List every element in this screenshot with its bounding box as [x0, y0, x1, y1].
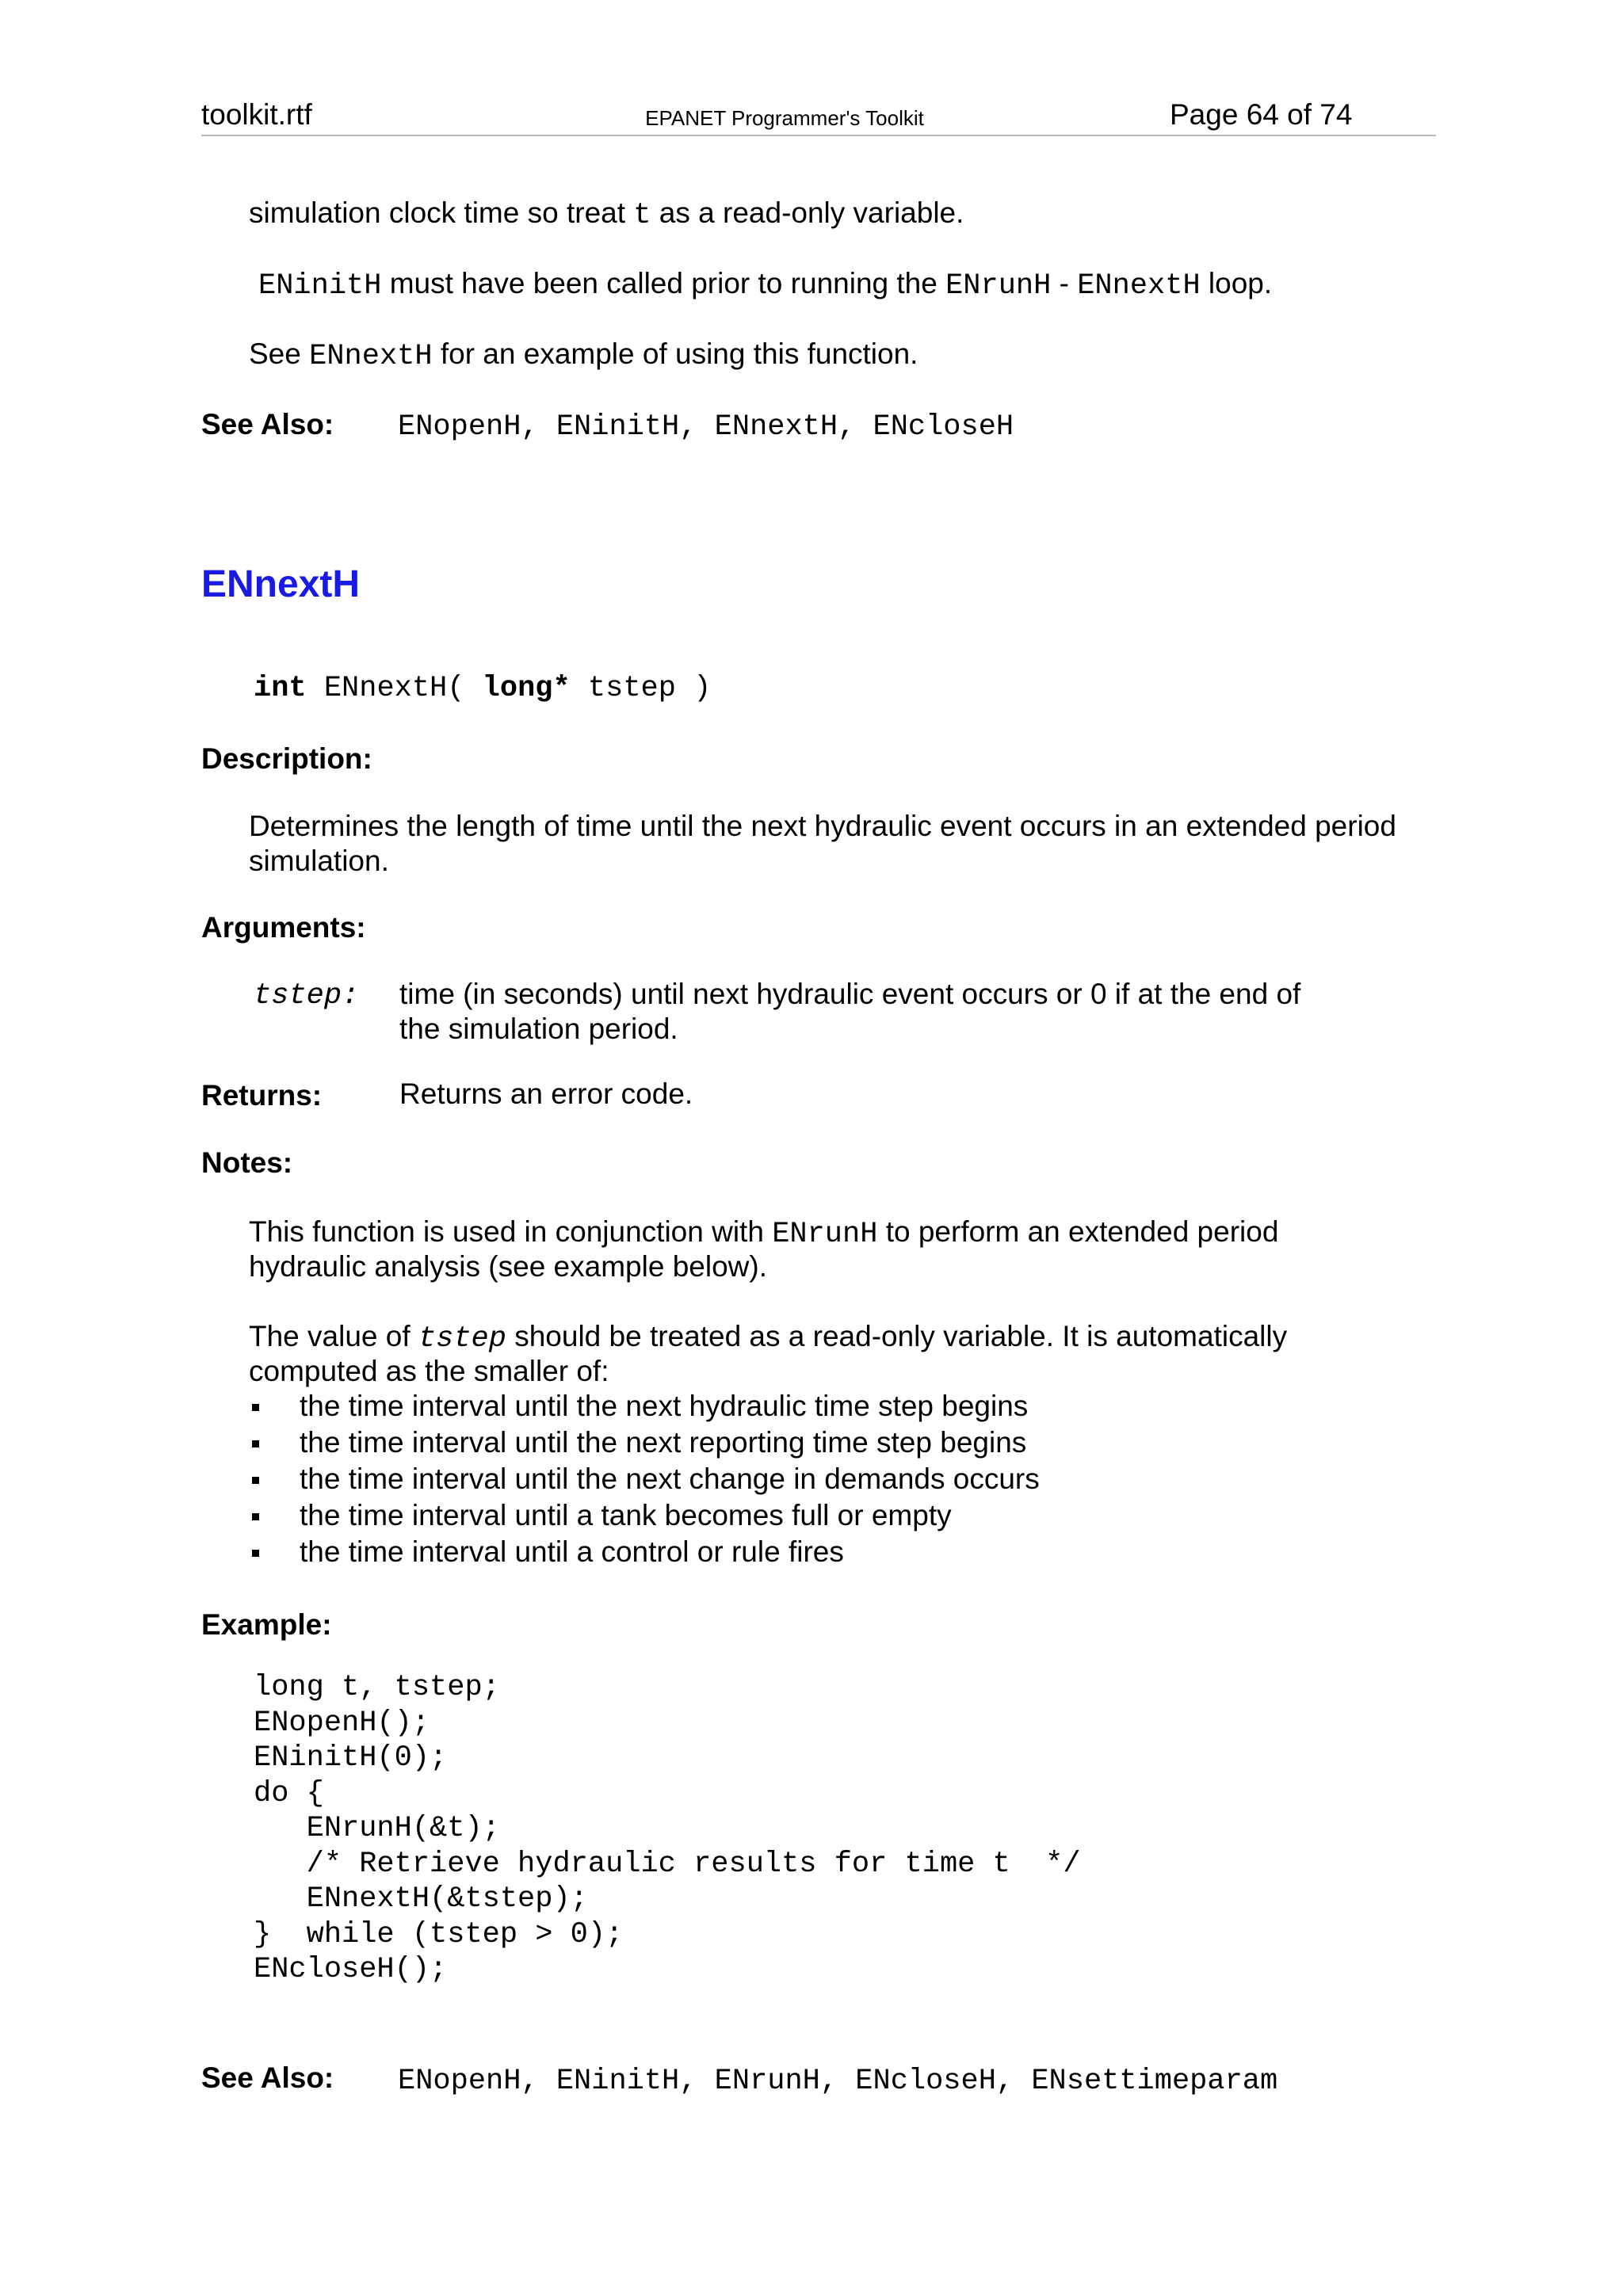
- sig-name: ENnextH(: [306, 672, 483, 705]
- header-title: EPANET Programmer's Toolkit: [645, 106, 924, 130]
- code-t: t: [633, 199, 651, 232]
- function-signature: [254, 672, 711, 705]
- list-item: [249, 1388, 1040, 1425]
- list-item: [249, 1461, 1040, 1497]
- arguments-label: Arguments:: [201, 911, 366, 944]
- notes-p1-line-2: hydraulic analysis (see example below).: [249, 1250, 767, 1283]
- code-ennexth: ENnextH: [1077, 269, 1201, 303]
- see-also-label-2: See Also:: [201, 2061, 334, 2094]
- code-eninith: ENinitH: [258, 269, 382, 303]
- bullet-icon: [252, 1550, 259, 1557]
- text: must have been called prior to running the: [381, 267, 946, 299]
- text: See: [249, 338, 310, 370]
- text: -: [1051, 267, 1078, 299]
- argument-desc-line-1: time (in seconds) until next hydraulic event occurs or 0 if at the end of: [399, 978, 1301, 1010]
- argument-desc-line-2: the simulation period.: [399, 1013, 678, 1045]
- function-heading: ENnextH: [201, 563, 361, 605]
- notes-p2-line-1: [249, 1318, 1287, 1357]
- header-filename: toolkit.rtf: [201, 98, 312, 131]
- description-line-1: Determines the length of time until the next hydraulic event occurs in an extended period: [249, 810, 1396, 842]
- see-also-list-2: ENopenH, ENinitH, ENrunH, ENcloseH, ENsettimeparam: [398, 2065, 1278, 2098]
- code-enrunh: ENrunH: [772, 1218, 878, 1251]
- list-item-text: the time interval until the next change in demands occurs: [300, 1463, 1040, 1495]
- list-item-text: the time interval until the next reporting time step begins: [300, 1426, 1027, 1459]
- continuation-line-3: [249, 336, 918, 375]
- header-rule: [201, 135, 1436, 136]
- bullet-icon: [252, 1404, 259, 1411]
- bullet-icon: [252, 1440, 259, 1447]
- code-enrunh: ENrunH: [945, 269, 1052, 303]
- header-page-number: Page 64 of 74: [1170, 98, 1353, 131]
- code-tstep: tstep: [418, 1322, 506, 1356]
- continuation-line-2: [258, 265, 1272, 304]
- notes-bullet-list: [249, 1388, 1040, 1570]
- sig-return-type: int: [254, 672, 307, 705]
- list-item: [249, 1425, 1040, 1461]
- returns-label: Returns:: [201, 1079, 323, 1112]
- list-item: [249, 1497, 1040, 1534]
- notes-p2-line-2: computed as the smaller of:: [249, 1355, 609, 1387]
- code-ennexth: ENnextH: [309, 340, 433, 373]
- list-item-text: the time interval until a control or rule fires: [300, 1535, 844, 1568]
- example-label: Example:: [201, 1608, 332, 1641]
- description-label: Description:: [201, 742, 372, 775]
- text: for an example of using this function.: [432, 338, 918, 370]
- text: simulation clock time so treat: [249, 196, 634, 229]
- example-code-block: long t, tstep; ENopenH(); ENinitH(0); do { ENrunH(&t); /* Retrieve hydraulic results for time t */ ENnextH(&tstep); } while (tstep > 0); ENcloseH();: [254, 1671, 1081, 1986]
- argument-name: tstep:: [254, 979, 360, 1013]
- text: The value of: [249, 1320, 418, 1352]
- sig-arg-type: long*: [482, 672, 571, 705]
- see-also-label: See Also:: [201, 408, 334, 441]
- bullet-icon: [252, 1513, 259, 1520]
- text: as a read-only variable.: [651, 196, 964, 229]
- sig-arg: tstep ): [570, 672, 712, 705]
- see-also-list: ENopenH, ENinitH, ENnextH, ENcloseH: [398, 410, 1014, 444]
- list-item: [249, 1534, 1040, 1570]
- text: loop.: [1200, 267, 1273, 299]
- continuation-line-1: [249, 195, 964, 234]
- returns-text: Returns an error code.: [399, 1077, 693, 1110]
- text: to perform an extended period: [877, 1215, 1279, 1248]
- notes-label: Notes:: [201, 1146, 293, 1179]
- notes-p1-line-1: [249, 1214, 1278, 1253]
- text: should be treated as a read-only variable. It is automatically: [506, 1320, 1288, 1352]
- bullet-icon: [252, 1477, 259, 1484]
- list-item-text: the time interval until the next hydraulic time step begins: [300, 1390, 1029, 1422]
- description-line-2: simulation.: [249, 845, 389, 877]
- list-item-text: the time interval until a tank becomes full or empty: [300, 1499, 952, 1531]
- text: This function is used in conjunction with: [249, 1215, 773, 1248]
